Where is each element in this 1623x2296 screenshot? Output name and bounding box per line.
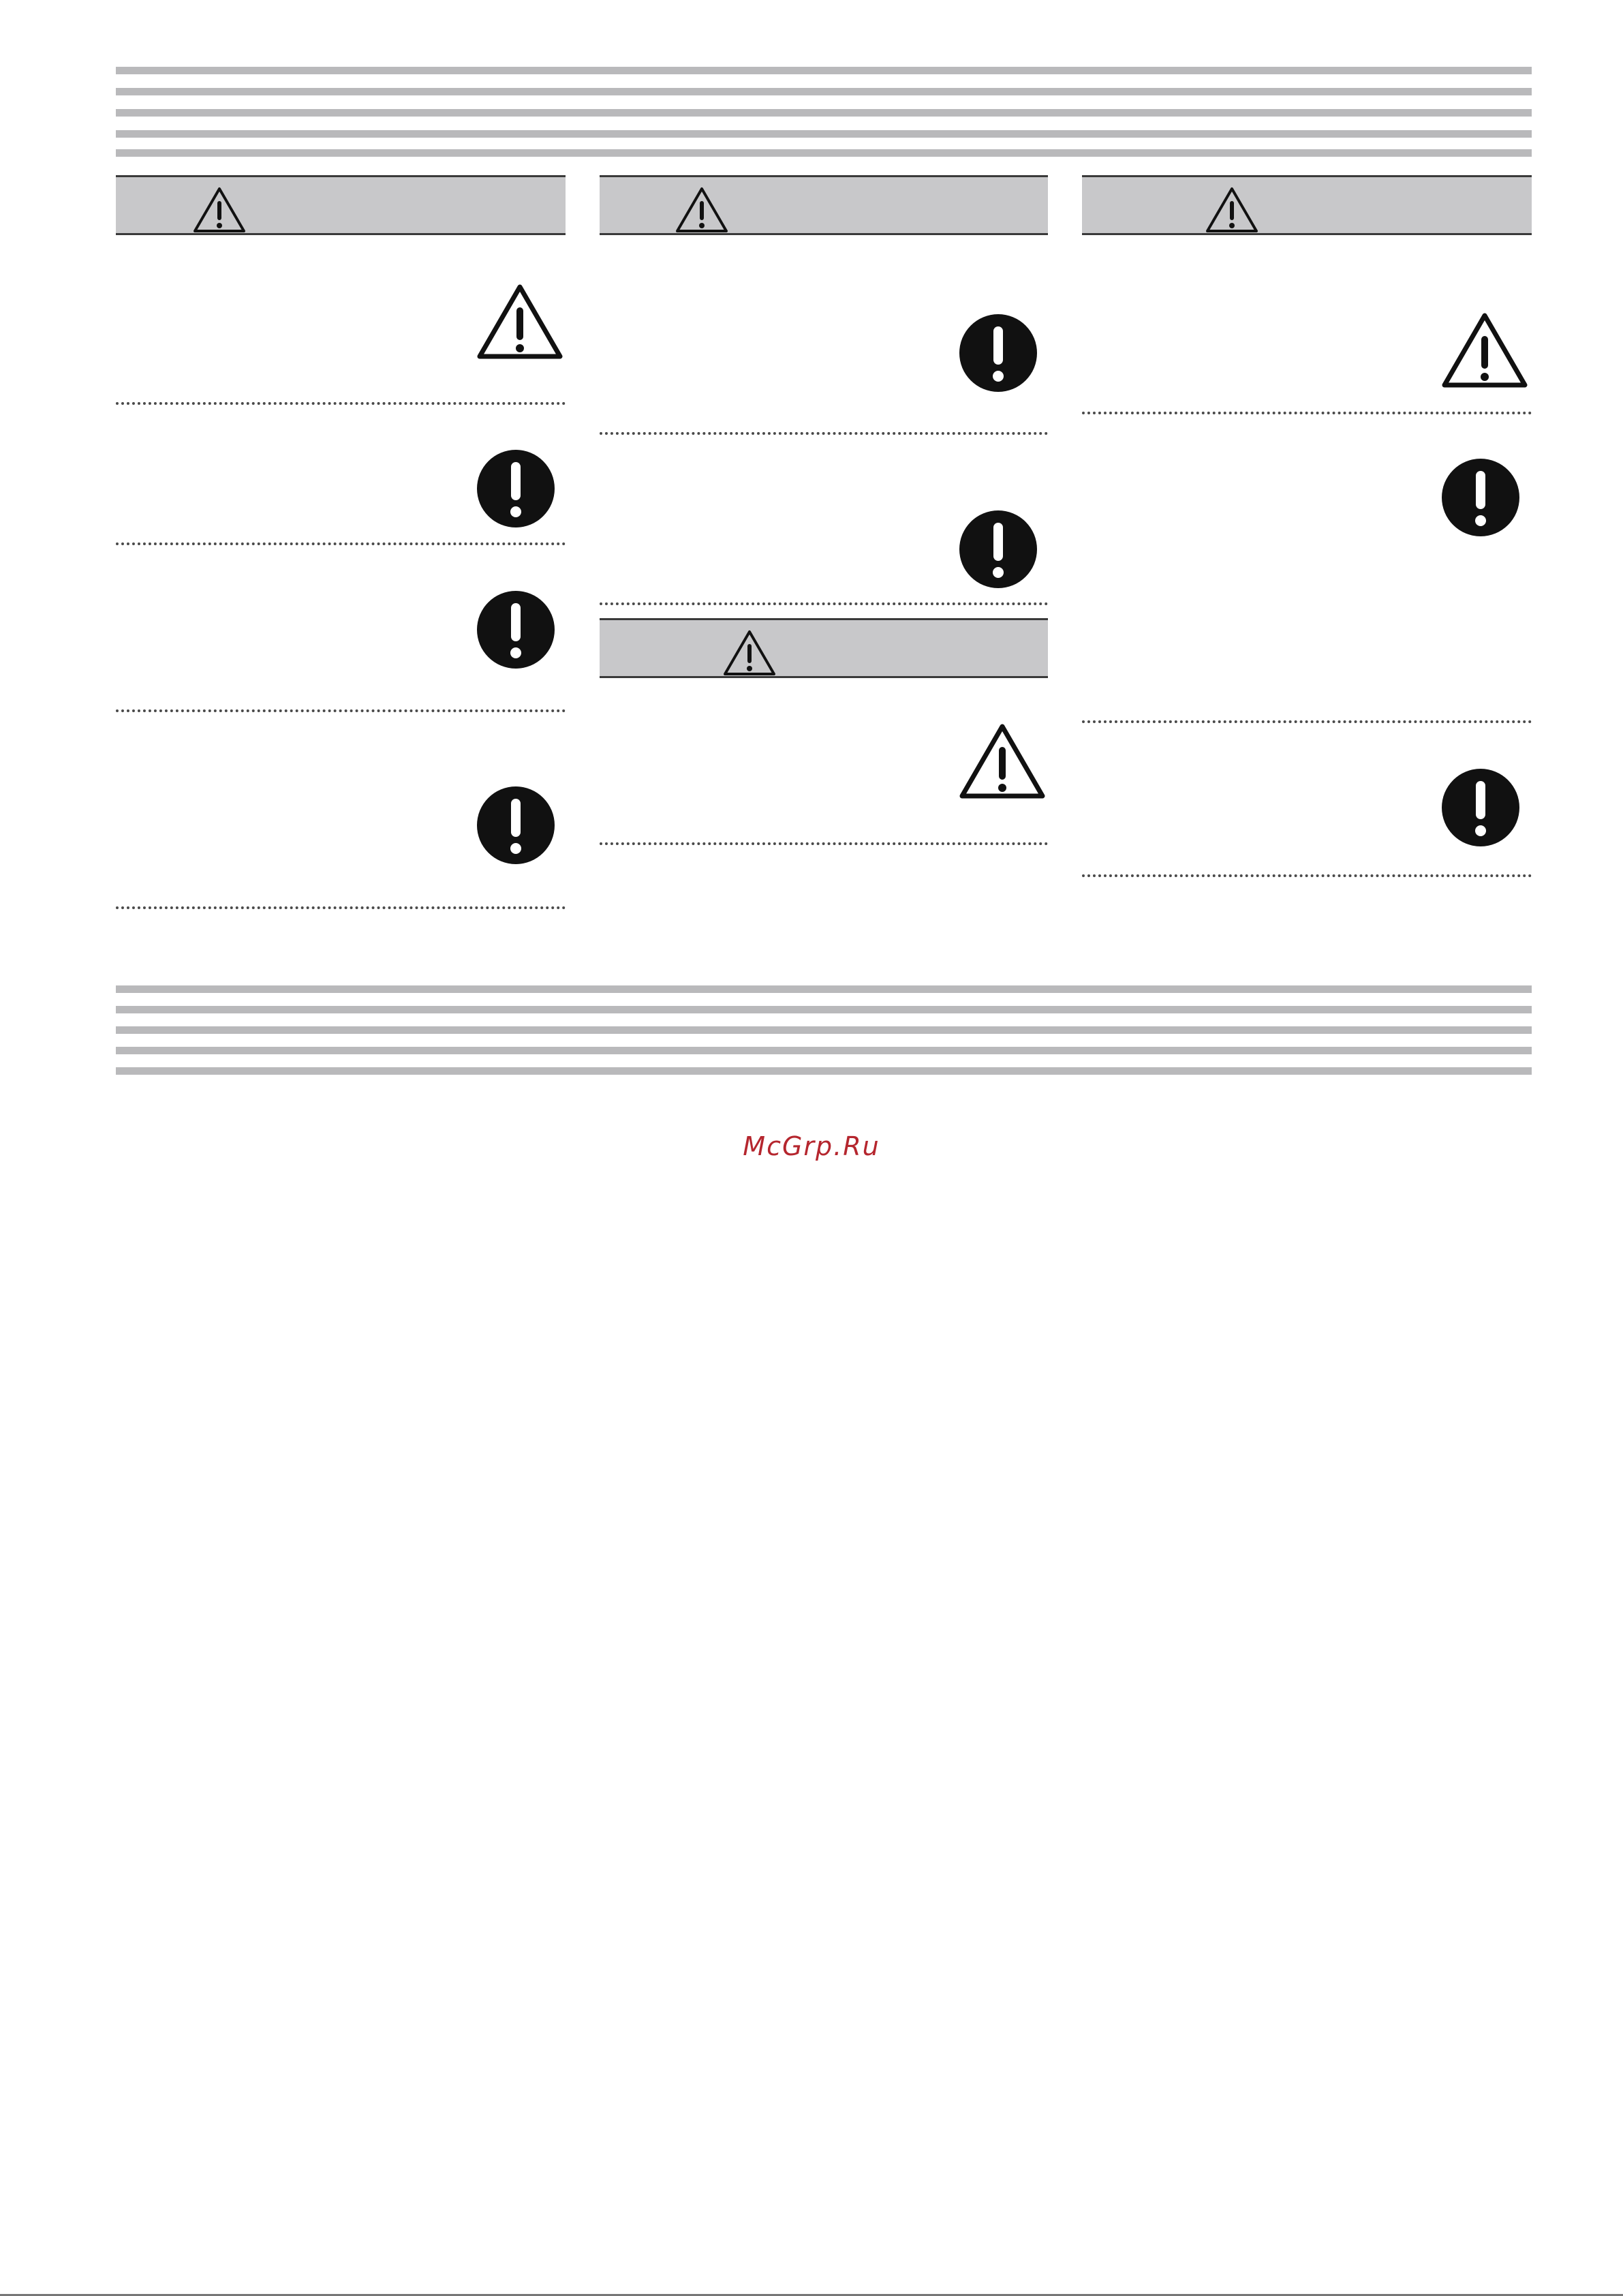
top-stripe-band (116, 67, 1532, 157)
stripe (116, 109, 1532, 117)
item-divider (116, 402, 566, 405)
exclamation-circle-icon (958, 313, 1038, 393)
item-divider (600, 842, 1048, 845)
section-header-caution (600, 618, 1048, 678)
warning-triangle-icon (958, 722, 1047, 800)
exclamation-circle-icon (476, 448, 556, 529)
stripe (116, 1006, 1532, 1013)
bottom-stripe-band (116, 985, 1532, 1075)
warning-triangle-icon (675, 186, 729, 234)
exclamation-circle-icon (1440, 457, 1521, 538)
item-divider (116, 542, 566, 545)
stripe (116, 67, 1532, 74)
exclamation-circle-icon (476, 590, 556, 670)
section-header-caution (600, 175, 1048, 235)
section-header-caution (1082, 175, 1532, 235)
warning-triangle-icon (722, 629, 777, 677)
watermark-link[interactable]: McGrp.Ru (743, 1131, 880, 1161)
item-divider (1082, 874, 1532, 877)
stripe (116, 1067, 1532, 1075)
item-divider (116, 906, 566, 909)
warning-triangle-icon (192, 186, 247, 234)
item-divider (1082, 720, 1532, 723)
stripe (116, 1047, 1532, 1054)
warning-triangle-icon (1205, 186, 1259, 234)
stripe (116, 88, 1532, 95)
exclamation-circle-icon (958, 509, 1038, 590)
stripe (116, 130, 1532, 138)
stripe (116, 149, 1532, 157)
warning-triangle-icon (476, 283, 564, 361)
item-divider (600, 602, 1048, 605)
warning-triangle-icon (1440, 311, 1529, 389)
exclamation-circle-icon (1440, 767, 1521, 848)
item-divider (600, 432, 1048, 435)
stripe (116, 985, 1532, 993)
stripe (116, 1026, 1532, 1034)
section-header-caution (116, 175, 566, 235)
exclamation-circle-icon (476, 785, 556, 866)
item-divider (1082, 412, 1532, 414)
item-divider (116, 709, 566, 712)
